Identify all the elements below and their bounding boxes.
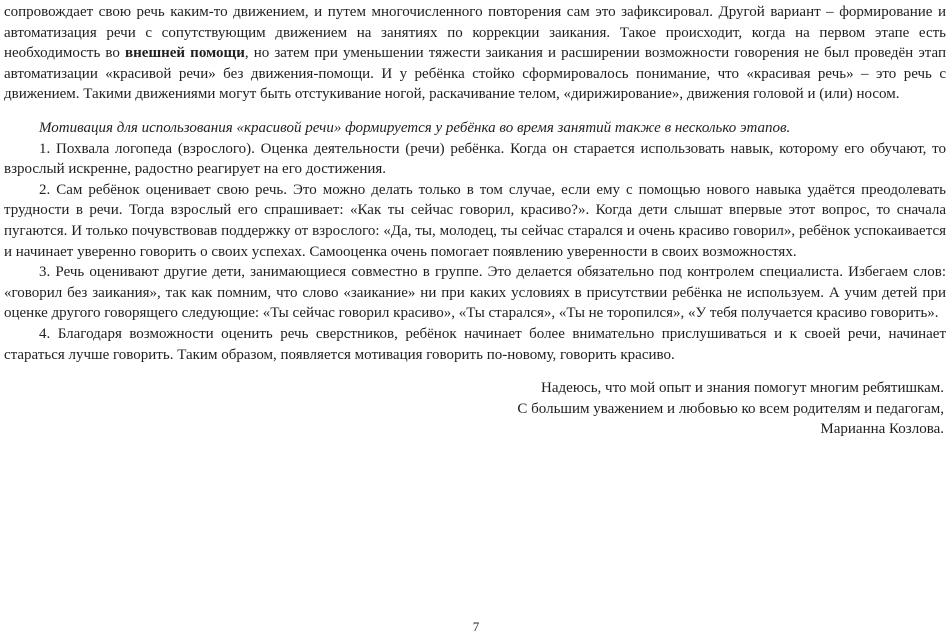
item-number: 1. <box>39 140 51 157</box>
motivation-heading: Мотивация для использования «красивой речи» формируется у ребёнка во время занятий также в несколько этапов. <box>39 119 791 136</box>
list-item <box>4 139 946 180</box>
item-number: 4. <box>39 325 51 342</box>
intro-bold-phrase: внешней помощи <box>125 45 245 62</box>
item-text: Похвала логопеда (взрослого). Оценка деятельности (речи) ребёнка. Когда он старается использовать навык, которому его обучают, то взрослый искренне, радостно реагирует на его достижения. <box>4 140 947 178</box>
intro-paragraph <box>4 2 946 105</box>
item-text: Речь оценивают другие дети, занимающиеся совместно в группе. Это делается обязательно под контролем специалиста. Избегаем слов: «говорил без заикания», так как помним, что слово «заикание» ни при каких условиях в присутствии ребёнка не используем. А учим детей при оценке другого говорящего следующие: «Ты сейчас говорил красиво», «Ты старался», «Ты не торопился», «У тебя получается красиво говорить». <box>4 264 946 322</box>
item-text: Благодаря возможности оценить речь сверстников, ребёнок начинает более внимательно прислушиваться и к своей речи, начинает стараться лучше говорить. Таким образом, появляется мотивация говорить по-новому, говорить красиво. <box>4 325 947 363</box>
list-item <box>4 324 946 365</box>
closing-line: Надеюсь, что мой опыт и знания помогут многим ребятишкам. <box>541 380 944 397</box>
item-number: 2. <box>39 181 51 198</box>
intro-text-end: , но затем при уменьшении тяжести заикания и расширении возможности говорения не был проведён этап автоматизации «красивой речи» без движения-помощи. И у ребёнка стойко сформировалось понимание, что «красивая речь» – это речь с движением. Такими движениями могут быть отстукивание ногой, раскачивание телом, «дирижирование», движения головой и (или) носом. <box>4 45 946 103</box>
intro-text-start: сопровождает свою речь каким-то движением, и путем многочисленного повторения сам это зафиксировал. Другой вариант – формирование и автоматизация речи с сопутствующим движением на занятиях по коррекции заикания. Такое происходит, когда на первом этапе есть необходимость во <box>4 4 946 62</box>
author-name: Марианна Козлова. <box>820 421 944 438</box>
list-item <box>4 262 946 324</box>
document-body <box>4 2 946 440</box>
page-number: 7 <box>472 619 480 634</box>
item-text: Сам ребёнок оценивает свою речь. Это можно делать только в том случае, если ему с помощью нового навыка удаётся преодолевать трудности в речи. Тогда взрослый его спрашивает: «Как ты сейчас говорил, красиво?». Когда дети слышат впервые этот вопрос, то сначала пугаются. И только почувствовав поддержку от взрослого: «Да, ты, молодец, ты сейчас старался и очень красиво говорил», ребёнок успокаивается и начинает уверенно говорить о своих успехах. Самооценка очень помогает появлению уверенности в своих возможностях. <box>4 181 947 260</box>
list-item <box>4 180 946 262</box>
closing-signature <box>4 378 946 440</box>
closing-line: С большим уважением и любовью ко всем родителям и педагогам, <box>517 400 944 417</box>
item-number: 3. <box>39 264 51 281</box>
